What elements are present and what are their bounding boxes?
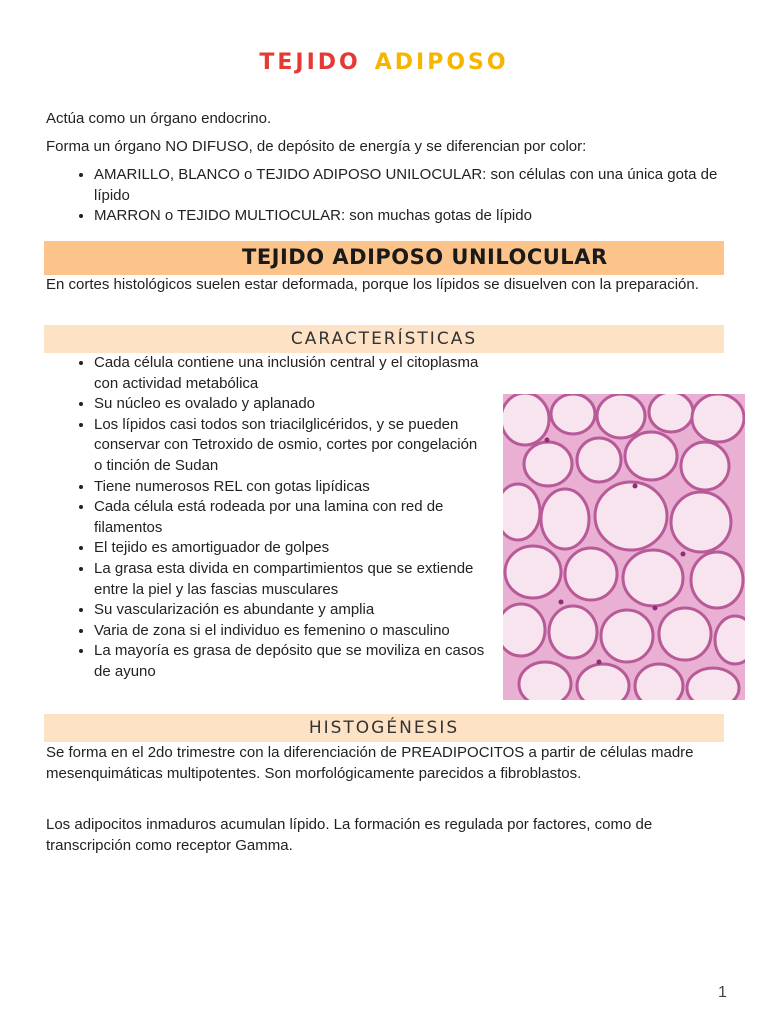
intro-line-1: Actúa como un órgano endocrino.	[46, 110, 272, 127]
subheading-text: HISTOGÉNESIS	[308, 718, 460, 738]
page-title	[0, 50, 768, 75]
list-item: • Cada célula está rodeada por una lamina con red de filamentos	[94, 497, 486, 538]
title-word-2: ADIPOSO	[374, 50, 509, 75]
list-item: • MARRON o TEJIDO MULTIOCULAR: son muchas gotas de lípido	[94, 206, 726, 227]
list-item: • Los lípidos casi todos son triacilglicéridos, y se pueden conservar con Tetroxido de osmio, cortes por congelación o tinción de Sudan	[94, 415, 486, 477]
histogenesis-para-1: Se forma en el 2do trimestre con la diferenciación de PREADIPOCITOS a partir de células madre mesenquimáticas multipotentes. Son morfológicamente parecidos a fibroblastos.	[46, 744, 694, 782]
page-number: 1	[718, 984, 727, 1001]
list-item: • El tejido es amortiguador de golpes	[94, 538, 486, 559]
caracteristicas-list	[46, 353, 486, 683]
unilocular-text: En cortes histológicos suelen estar deformada, porque los lípidos se disuelven con la preparación.	[46, 276, 699, 293]
list-item: • Su vascularización es abundante y amplia	[94, 600, 486, 621]
adipose-tissue-micrograph	[503, 394, 745, 700]
histogenesis-para-2: Los adipocitos inmaduros acumulan lípido. La formación es regulada por factores, como de transcripción como receptor Gamma.	[46, 816, 653, 854]
subheading-text: CARACTERÍSTICAS	[290, 329, 478, 349]
list-item: • La grasa esta divida en compartimientos que se extiende entre la piel y las fascias musculares	[94, 559, 486, 600]
list-item: • Varia de zona si el individuo es femenino o masculino	[94, 621, 486, 642]
list-item: • La mayoría es grasa de depósito que se moviliza en casos de ayuno	[94, 641, 486, 682]
list-item: • AMARILLO, BLANCO o TEJIDO ADIPOSO UNILOCULAR: son células con una única gota de lípido	[94, 165, 726, 206]
list-item: • Cada célula contiene una inclusión central y el citoplasma con actividad metabólica	[94, 353, 506, 394]
section-heading-unilocular	[44, 241, 724, 275]
title-word-1: TEJIDO	[259, 50, 361, 75]
intro-line-2: Forma un órgano NO DIFUSO, de depósito de energía y se diferencian por color:	[46, 138, 587, 155]
subheading-histogenesis	[44, 714, 724, 742]
subheading-caracteristicas	[44, 325, 724, 353]
intro-bullet-list	[46, 165, 726, 227]
list-item: • Su núcleo es ovalado y aplanado	[94, 394, 486, 415]
list-item: • Tiene numerosos REL con gotas lipídicas	[94, 477, 486, 498]
section-heading-text: TEJIDO ADIPOSO UNILOCULAR	[242, 245, 608, 269]
